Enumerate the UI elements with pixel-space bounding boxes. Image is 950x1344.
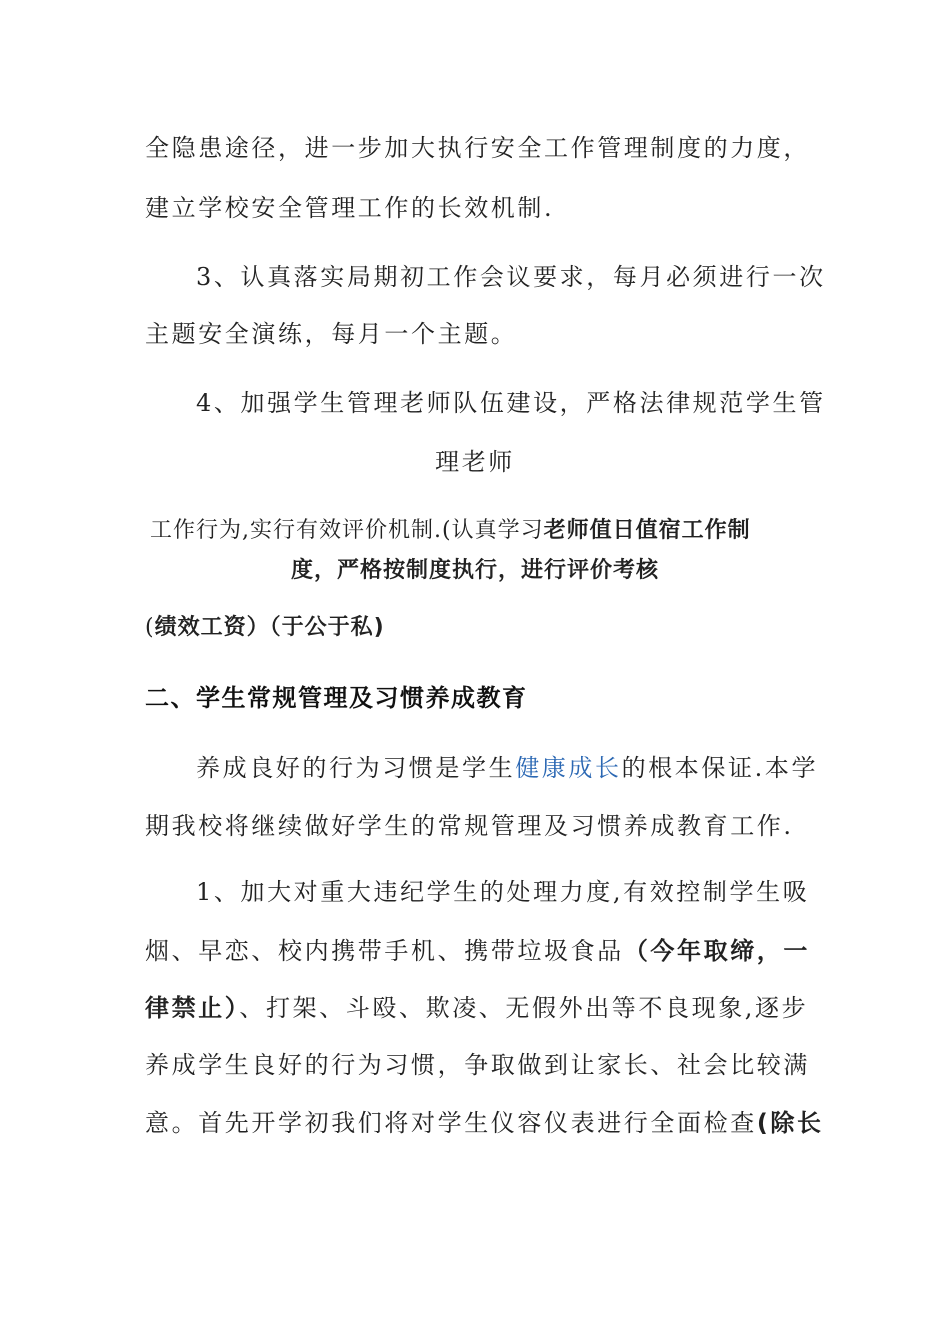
text-line <box>145 992 809 1024</box>
text-bold-line: 度，严格按制度执行，进行评价考核 <box>290 558 659 583</box>
section-heading: 二、学生常规管理及习惯养成教育 <box>145 684 528 712</box>
list-item-4: 4、加强学生管理老师队伍建设，严格法律规范学生管 <box>196 389 826 417</box>
text-bold: 老师值日值宿工作制 <box>543 518 751 543</box>
healthy-growth-link[interactable]: 健康成长 <box>515 754 622 782</box>
text-bold: 律禁止） <box>145 994 240 1022</box>
text-bold: （今年取缔，一 <box>623 937 811 965</box>
text-normal: 意。首先开学初我们将对学生仪容仪表进行全面检查 <box>145 1109 757 1137</box>
text-line: 建立学校安全管理工作的长效机制. <box>145 194 555 222</box>
work-behavior-line <box>150 515 810 547</box>
text-normal: 烟、早恋、校内携带手机、携带垃圾食品 <box>145 937 624 965</box>
text-normal: 的根本保证.本学 <box>621 754 819 782</box>
list-item-3: 3、认真落实局期初工作会议要求，每月必须进行一次 <box>196 263 826 291</box>
text-normal: 养成良好的行为习惯是学生 <box>196 754 516 782</box>
text-line: 理老师 <box>435 448 515 476</box>
text-normal: 工作行为,实行有效评价机制.(认真学习 <box>150 518 544 543</box>
text-paren: ( <box>145 615 155 640</box>
text-line <box>145 1107 824 1139</box>
text-line: 全隐患途径，进一步加大执行安全工作管理制度的力度， <box>145 134 810 162</box>
text-bold: (除长 <box>756 1109 824 1137</box>
text-line: 养成学生良好的行为习惯，争取做到让家长、社会比较满 <box>145 1051 810 1079</box>
text-normal: 、打架、斗殴、欺凌、无假外出等不良现象,逐步 <box>239 994 809 1022</box>
text-line <box>145 935 811 967</box>
text-bold: 绩效工资）（于公于私) <box>154 615 385 640</box>
text-line: 期我校将继续做好学生的常规管理及习惯养成教育工作. <box>145 812 794 840</box>
text-line: 主题安全演练，每月一个主题。 <box>145 320 518 348</box>
text-line <box>145 612 805 644</box>
list-item-1: 1、加大对重大违纪学生的处理力度,有效控制学生吸 <box>196 878 810 906</box>
paragraph-line <box>196 752 856 784</box>
